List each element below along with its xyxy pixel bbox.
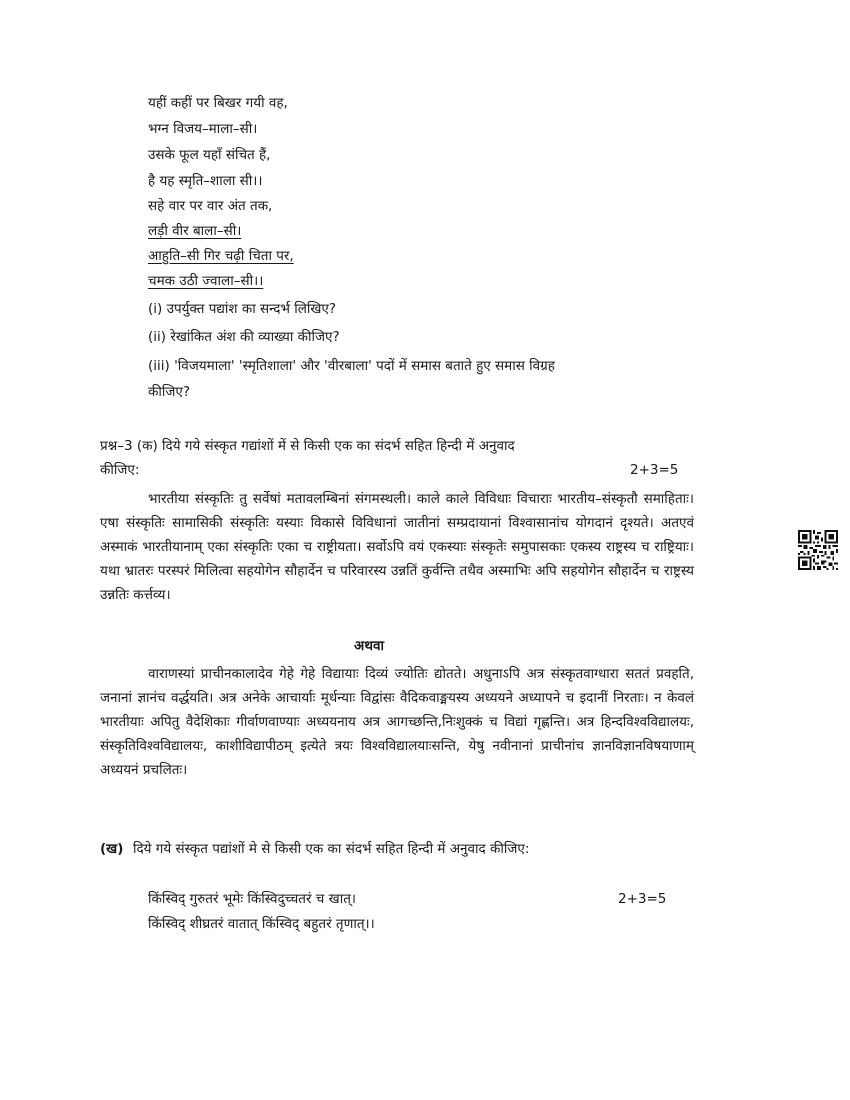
- poem-line-5: सहे वार पर वार अंत तक,: [148, 198, 273, 214]
- question-3-heading: प्रश्न–3 (क) दिये गये संस्कृत गद्यांशों में से किसी एक का संदर्भ सहित हिन्दी में अनुवाद: [100, 438, 515, 454]
- sanskrit-passage-1: भारतीया संस्कृतिः तु सर्वेषां मतावलम्बिनां संगमस्थली। काले काले विविधाः विचाराः भारतीय–संस्कृतौ समाहिताः। एषा संस्कृतिः सामासिकी संस्कृतिः यस्याः विकासे विविधानां जातीनां सम्प्रदायानां विश्वासानांच योगदानं दृश्यते। अतएवं अस्माकं भारतीयानाम् एका संस्कृतिः एका च राष्ट्रीयता। सर्वोऽपि वयं एकस्याः संस्कृतेः समुपासकाः एकस्य राष्ट्रस्य च राष्ट्रियाः। यथा भ्रातरः परस्परं मिलित्वा सहयोगेन सौहार्देन च परिवारस्य उन्नतिं कुर्वन्ति तथैव अस्माभिः अपि सहयोगेन सौहार्देन च राष्ट्रस्य उन्नतिः कर्त्तव्य।: [100, 491, 694, 603]
- qr-code-icon: [798, 530, 838, 570]
- sub-question-iii: (iii) 'विजयमाला' 'स्मृतिशाला' और 'वीरबाला' पदों में समास बताते हुए समास विग्रह: [148, 358, 555, 374]
- poem-line-3: उसके फूल यहाँ संचित हैं,: [148, 147, 271, 163]
- poem-line-8-underlined: चमक उठी ज्वाला–सी।।: [148, 273, 264, 289]
- question-3-heading-cont: कीजिए:: [100, 462, 140, 478]
- poem-line-6-underlined: लड़ी वीर बाला–सी।: [148, 223, 242, 239]
- poem-line-1: यहीं कहीं पर बिखर गयी वह,: [148, 95, 288, 111]
- sub-question-iii-cont: कीजिए?: [148, 384, 191, 400]
- question-3-marks: 2+3=5: [630, 462, 679, 478]
- verse-marks: 2+3=5: [618, 891, 667, 907]
- poem-line-7-underlined: आहुति–सी गिर चढ़ी चिता पर,: [148, 248, 294, 264]
- poem-line-4: है यह स्मृति–शाला सी।।: [148, 173, 263, 189]
- part-kh-instruction: दिये गये संस्कृत पद्यांशों मे से किसी एक का संदर्भ सहित हिन्दी में अनुवाद कीजिए:: [133, 841, 530, 857]
- verse-line-1: किंस्विद् गुरुतरं भूमेः किंस्विदुच्चतरं च खात्।: [148, 891, 357, 907]
- or-label: अथवा: [354, 638, 384, 654]
- verse-line-2: किंस्विद् शीघ्रतरं वातात् किंस्विद् बहुतरं तृणात्।।: [148, 916, 375, 932]
- sanskrit-passage-2: वाराणस्यां प्राचीनकालादेव गेहे गेहे विद्यायाः दिव्यं ज्योतिः द्योतते। अधुनाऽपि अत्र संस्कृतवाग्धारा सततं प्रवहति, जनानां ज्ञानंच वर्द्धयति। अत्र अनेके आचार्याः मूर्धन्याः विद्वांसः वैदिकवाङ्मयस्य अध्ययने अध्यापने च इदानीं निरताः। न केवलं भारतीयाः अपितु वैदेशिकाः गीर्वाणवाण्याः अध्ययनाय अत्र आगच्छन्ति,निःशुक्कं च विद्यां गृह्णन्ति। अत्र हिन्दविश्वविद्यालयः, संस्कृतिविश्वविद्यालयः, काशीविद्यापीठम् इत्येते त्रयः विश्वविद्यालयाःसन्ति, येषु नवीनानां प्राचीनांच ज्ञानविज्ञानविषयाणाम् अध्ययनं प्रचलितः।: [100, 666, 694, 778]
- sub-question-i: (i) उपर्युक्त पद्यांश का सन्दर्भ लिखिए?: [148, 301, 337, 317]
- part-kh-label: (ख): [100, 841, 124, 857]
- poem-line-2: भग्न विजय–माला–सी।: [148, 121, 258, 137]
- sub-question-ii: (ii) रेखांकित अंश की व्याख्या कीजिए?: [148, 329, 340, 345]
